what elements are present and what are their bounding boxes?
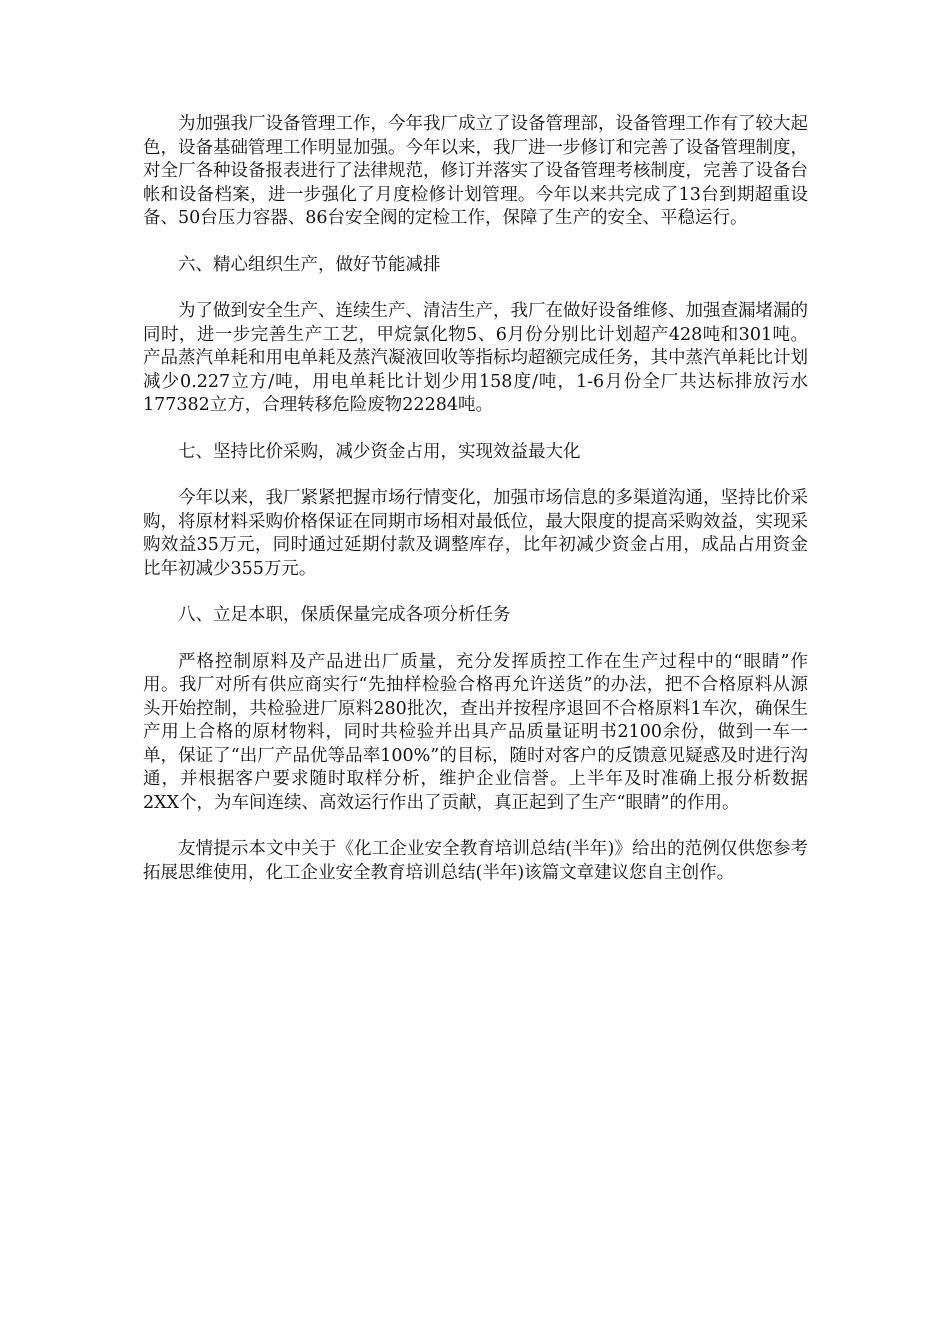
paragraph-procurement: 今年以来，我厂紧紧把握市场行情变化，加强市场信息的多渠道沟通，坚持比价采购，将原材料采购价格保证在同期市场相对最低位，最大限度的提高采购效益，实现采购效益35万元，同时通过延期付款及调整库存，比年初减少资金占用，成品占用资金比年初减少355万元。 — [143, 488, 808, 579]
paragraph-equipment-management: 为加强我厂设备管理工作，今年我厂成立了设备管理部，设备管理工作有了较大起色，设备基础管理工作明显加强。今年以来，我厂进一步修订和完善了设备管理制度，对全厂各种设备报表进行了法律规范，修订并落实了设备管理考核制度，完善了设备台帐和设备档案，进一步强化了月度检修计划管理。今年以来共完成了13台到期超重设备、50台压力容器、86台安全阀的定检工作，保障了生产的安全、平稳运行。 — [143, 114, 808, 228]
section-heading-seven: 七、坚持比价采购，减少资金占用，实现效益最大化 — [178, 441, 581, 462]
document-page — [143, 113, 808, 908]
section-heading-eight: 八、立足本职，保质保量完成各项分析任务 — [178, 605, 511, 625]
paragraph-friendly-notice: 友情提示本文中关于《化工企业安全教育培训总结(半年)》给出的范例仅供您参考拓展思维使用，化工企业安全教育培训总结(半年)该篇文章建议您自主创作。 — [143, 839, 808, 883]
section-heading-six: 六、精心组织生产，做好节能减排 — [178, 254, 441, 275]
paragraph-quality-control: 严格控制原料及产品进出厂质量，充分发挥质控工作在生产过程中的“眼睛”作用。我厂对所有供应商实行“先抽样检验合格再允许送货”的办法，把不合格原料从源头开始控制，共检验进厂原料280批次，查出并按程序退回不合格原料1车次，确保生产用上合格的原材物料，同时共检验并出具产品质量证明书2100余份，做到一车一单，保证了“出厂产品优等品率100%”的目标，随时对客户的反馈意见疑惑及时进行沟通，并根据客户要求随时取样分析，维护企业信誉。上半年及时准确上报分析数据2XX个，为车间连续、高效运行作出了贡献，真正起到了生产“眼睛”的作用。 — [143, 651, 808, 813]
paragraph-production-energy: 为了做到安全生产、连续生产、清洁生产，我厂在做好设备维修、加强查漏堵漏的同时，进一步完善生产工艺，甲烷氯化物5、6月份分别比计划超产428吨和301吨。产品蒸汽单耗和用电单耗及蒸汽凝液回收等指标均超额完成任务，其中蒸汽单耗比计划减少0.227立方/吨，用电单耗比计划少用158度/吨，1-6月份全厂共达标排放污水177382立方，合理转移危险废物22284吨。 — [143, 301, 808, 415]
